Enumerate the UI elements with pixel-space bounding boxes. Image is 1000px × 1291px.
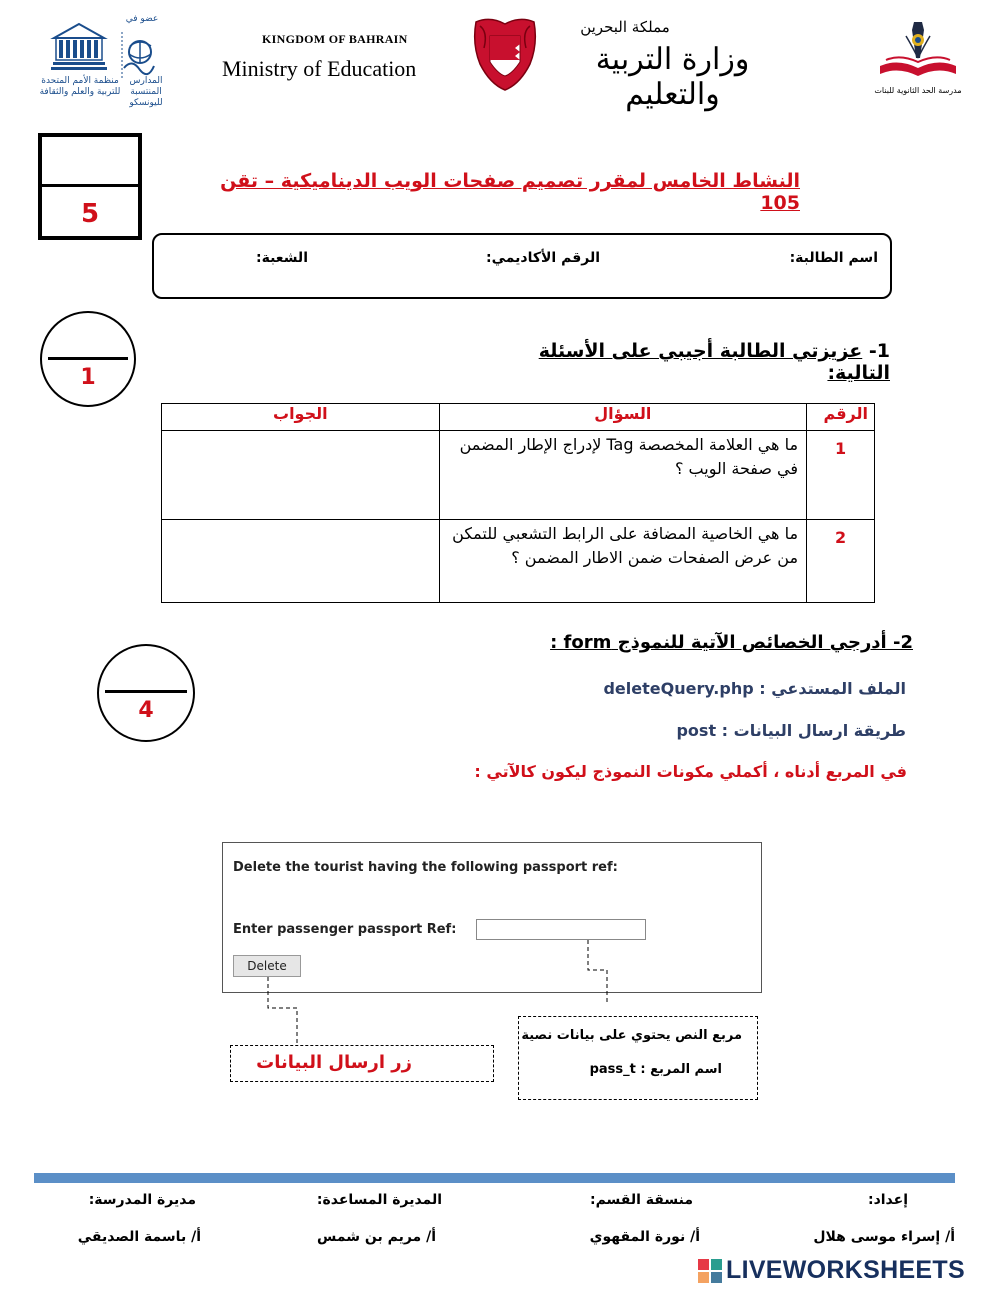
question-text: ما هي الخاصية المضافة على الرابط التشعبي للتمكن من عرض الصفحات ضمن الاطار المضمن ؟ bbox=[439, 520, 806, 603]
form-instruction: في المربع أدناه ، أكملي مكونات النموذج ليكون كالآتي : bbox=[474, 762, 907, 781]
prepared-by-label: إعداد: bbox=[867, 1192, 908, 1208]
total-score: 5 bbox=[80, 199, 100, 229]
kingdom-en-label: KINGDOM OF BAHRAIN bbox=[262, 32, 408, 46]
textbox-name-note: اسم المربع : pass_t bbox=[589, 1062, 722, 1077]
asp-arabic-text: المدارس المنتسبة لليونسكو bbox=[129, 76, 163, 108]
form-preview-heading: Delete the tourist having the following passport ref: bbox=[233, 860, 618, 875]
principal-name: أ/ باسمة الصديقي bbox=[77, 1229, 201, 1245]
asp-member-label: عضو في bbox=[125, 14, 159, 24]
section2-heading: 2- أدرجي الخصائص الآتية للنموذج form : bbox=[550, 632, 913, 653]
header-answer: الجواب bbox=[162, 404, 440, 431]
principal-label: مديرة المدرسة: bbox=[88, 1192, 196, 1208]
assistant-principal-name: أ/ مريم بن شمس bbox=[317, 1229, 436, 1245]
form-method-property: طريقة ارسال البيانات : post bbox=[676, 721, 906, 740]
section2-score: 4 bbox=[138, 698, 154, 723]
question-number: 1 bbox=[807, 431, 875, 520]
preparer-name: أ/ إسراء موسى هلال bbox=[813, 1229, 955, 1245]
ministry-en-label: Ministry of Education bbox=[222, 56, 417, 81]
academic-id-label: الرقم الأكاديمي: bbox=[486, 250, 600, 266]
header-question: السؤال bbox=[439, 404, 806, 431]
passport-ref-label: Enter passenger passport Ref: bbox=[233, 922, 457, 937]
liveworksheets-watermark: LIVEWORKSHEETS bbox=[726, 1256, 965, 1284]
coordinator-label: منسقة القسم: bbox=[589, 1192, 693, 1208]
liveworksheets-icon bbox=[698, 1259, 722, 1283]
delete-button[interactable]: Delete bbox=[233, 955, 301, 977]
ministry-ar-label: وزارة التربية والتعليم bbox=[595, 42, 750, 112]
section1-number: 1- bbox=[868, 340, 890, 362]
section-label: الشعبة: bbox=[255, 250, 308, 266]
coordinator-name: أ/ نورة المقهوي bbox=[589, 1229, 700, 1245]
form-action-property: الملف المستدعي : deleteQuery.php bbox=[603, 679, 906, 698]
school-name-label: مدرسة الحد الثانوية للبنات bbox=[874, 86, 962, 95]
section1-heading-text: عزيزتي الطالبة أجيبي على الأسئلة التالية: bbox=[538, 340, 890, 384]
unesco-arabic-text: منظمة الأمم المتحدة للتربية والعلم والثقافة bbox=[39, 76, 121, 97]
header-number: الرقم bbox=[807, 404, 875, 431]
section1-score: 1 bbox=[80, 365, 96, 390]
submit-button-note: زر ارسال البيانات bbox=[256, 1052, 412, 1073]
page-title: النشاط الخامس لمقرر تصميم صفحات الويب الديناميكية – تقن 105 bbox=[220, 170, 800, 214]
assistant-principal-label: المديرة المساعدة: bbox=[316, 1192, 442, 1208]
student-name-label: اسم الطالبة: bbox=[789, 250, 878, 266]
kingdom-ar-label: مملكة البحرين bbox=[580, 18, 670, 36]
question-number: 2 bbox=[807, 520, 875, 603]
footer-divider bbox=[34, 1173, 955, 1183]
textbox-note: مربع النص يحتوي على بيانات نصية bbox=[521, 1028, 742, 1043]
question-text: ما هي العلامة المخصصة Tag لإدراج الإطار المضمن في صفحة الويب ؟ bbox=[439, 431, 806, 520]
